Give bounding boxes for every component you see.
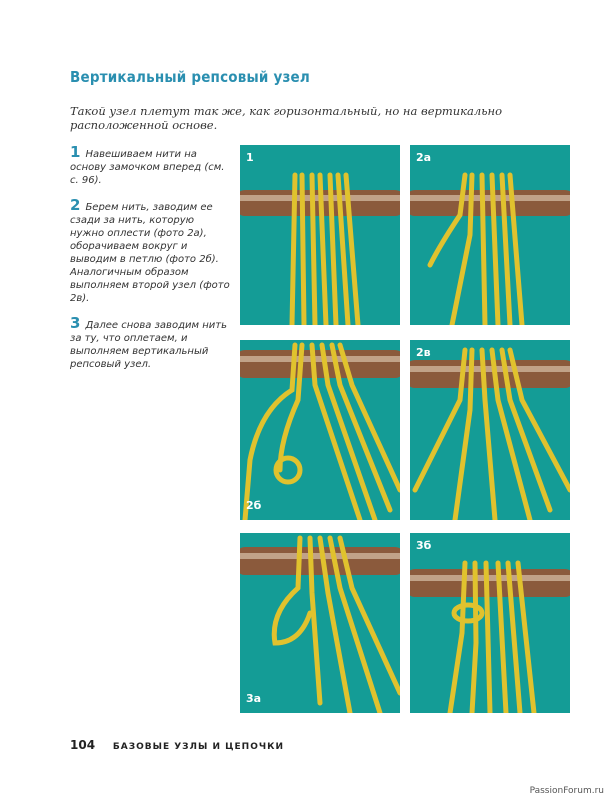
photo-label: 3а — [246, 692, 262, 705]
step-2 — [70, 196, 230, 305]
photo-3a — [240, 533, 400, 713]
photo-2b — [240, 340, 400, 520]
page-footer — [70, 738, 284, 752]
photo-2v-illustration — [410, 340, 570, 520]
step-text: Навешиваем нити на основу замочком вперед (см. с. 96). — [70, 149, 225, 186]
photo-3b-illustration — [410, 533, 570, 713]
photo-label: 3б — [416, 539, 432, 552]
section-title: БАЗОВЫЕ УЗЛЫ И ЦЕПОЧКИ — [112, 742, 285, 752]
photo-2a — [410, 145, 570, 325]
watermark: PassionForum.ru — [529, 786, 604, 796]
step-number: 3 — [70, 314, 81, 332]
step-text: Далее снова заводим нить за ту, что оплетаем, и выполняем вертикальный репсовый узел. — [70, 320, 227, 370]
photo-3a-illustration — [240, 533, 400, 713]
step-text: Берем нить, заводим ее сзади за нить, которую нужно оплести (фото 2а), оборачиваем вокруг и выводим в петлю (фото 2б). Аналогичным образом выполняем второй узел (фото 2в). — [70, 202, 230, 304]
steps-list — [70, 143, 230, 383]
page-title: Вертикальный репсовый узел — [70, 68, 310, 86]
intro-text: Такой узел плетут так же, как горизонтальный, но на вертикально расположенной основе. — [70, 104, 502, 132]
photo-label: 2а — [416, 151, 432, 164]
photo-2b-illustration — [240, 340, 400, 520]
photo-1-illustration — [240, 145, 400, 325]
page-number: 104 — [70, 738, 96, 752]
photo-label: 2б — [246, 499, 262, 512]
photo-3b — [410, 533, 570, 713]
step-1 — [70, 143, 230, 187]
photo-2v — [410, 340, 570, 520]
photo-2a-illustration — [410, 145, 570, 325]
photo-1 — [240, 145, 400, 325]
photo-label: 2в — [416, 346, 431, 359]
step-3 — [70, 314, 230, 371]
photo-label: 1 — [246, 151, 254, 164]
step-number: 2 — [70, 196, 81, 214]
step-number: 1 — [70, 143, 81, 161]
